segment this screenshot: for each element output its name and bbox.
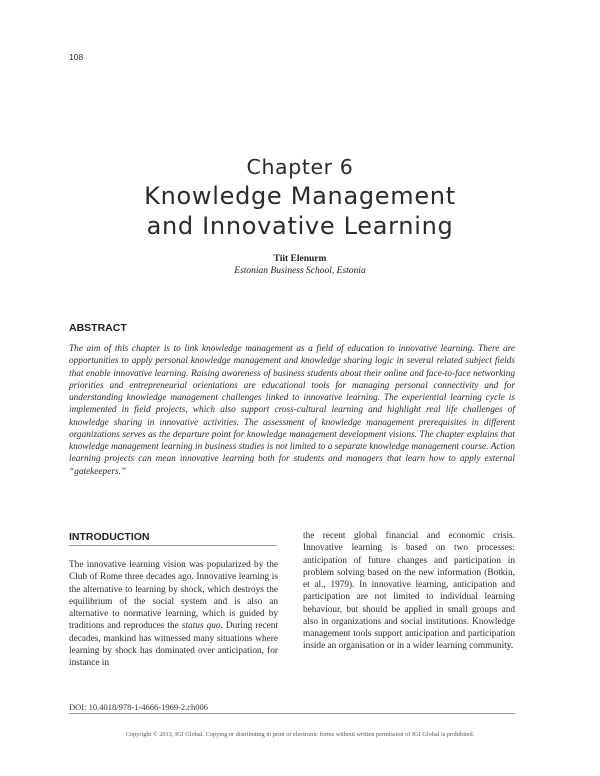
abstract-heading: ABSTRACT: [69, 322, 127, 334]
chapter-title-line-1: Knowledge Management: [144, 182, 456, 210]
chapter-title: [0, 181, 600, 241]
chapter-title-line-2: and Innovative Learning: [146, 212, 454, 240]
page-number: 108: [69, 52, 84, 62]
copyright-notice: Copyright © 2013, IGI Global. Copying or distributing in print or electronic forms without written permission of IGI Global is prohibited.: [125, 731, 475, 738]
author-affiliation: Estonian Business School, Estonia: [234, 266, 366, 276]
intro-left-text-end: . During recent decades, mankind has witnessed many situations where learning by shock has dominated over anticipation, for instance in: [69, 621, 278, 668]
intro-left-text-start: The innovative learning vision was popularized by the Club of Rome three decades ago. Innovative learning is the alternative to learning by shock, which destroys the equilibrium of the social system and is also an alternative to normative learning, which is guided by traditions and reproduces the: [69, 560, 278, 632]
abstract-text: The aim of this chapter is to link knowledge management as a field of education to innovative learning. There are opportunities to apply personal knowledge management and knowledge sharing logic in several related subject fields that enable innovative learning. Raising awareness of business students about their online and face-to-face networking priorities and entrepreneurial orientations are educational tools for managing personal connectivity and for understanding knowledge management challenges linked to innovative learning. The experiential learning cycle is implemented in field projects, which also support cross-cultural learning and highlight real life challenges of knowledge sharing in innovative activities. The assessment of knowledge management prerequisites in different organizations serves as the departure point for knowledge management development visions. The chapter explains that knowledge management learning in business studies is not limited to a separate knowledge management course. Action learning projects can mean innovative learning both for students and managers that learn how to apply external “gatekeepers.”: [69, 344, 515, 477]
introduction-left-column: [69, 559, 278, 669]
introduction-right-column: the recent global financial and economic crisis. Innovative learning is based on two processes: anticipation of future changes and participation in problem solving based on the new information (Botkin, et al., 1979). In innovative learning, anticipation and participation are not limited to individual learning behaviour, but should be applied in small groups and also in organizations and social institutions. Knowledge management tools support anticipation and participation inside an organisation or in a wider learning community.: [303, 531, 515, 652]
footer-divider: [69, 713, 515, 714]
author-name: Tiit Elenurm: [273, 254, 327, 264]
intro-left-italic-term: status quo: [181, 621, 221, 632]
introduction-divider: [69, 545, 277, 546]
introduction-heading: INTRODUCTION: [69, 531, 150, 543]
chapter-label: Chapter 6: [246, 155, 354, 179]
doi: DOI: 10.4018/978-1-4666-1969-2.ch006: [69, 702, 209, 712]
